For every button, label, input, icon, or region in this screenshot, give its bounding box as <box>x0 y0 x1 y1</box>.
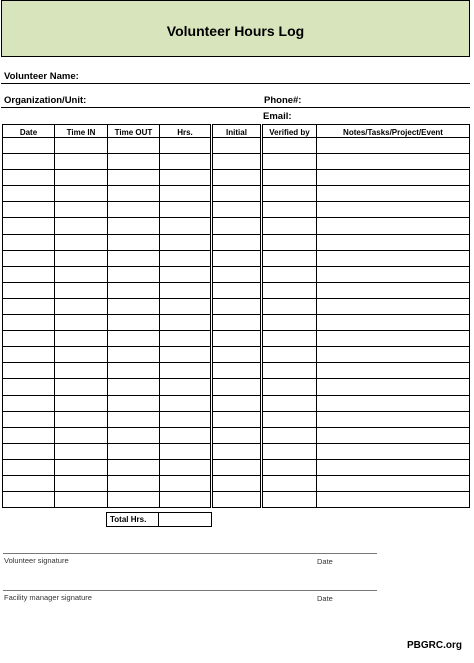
date-cell[interactable] <box>3 379 55 395</box>
table-row <box>3 250 470 266</box>
volunteer-signature-date-label: Date <box>317 557 333 566</box>
hrs-cell[interactable] <box>160 170 212 186</box>
time-in-cell[interactable] <box>55 347 108 363</box>
date-cell[interactable] <box>3 186 55 202</box>
time-out-cell[interactable] <box>108 170 160 186</box>
time-out-cell[interactable] <box>108 250 160 266</box>
facility-signature-date-label: Date <box>317 594 333 603</box>
table-row <box>3 186 470 202</box>
notes-cell[interactable] <box>317 379 470 395</box>
verified-by-cell[interactable] <box>262 234 317 250</box>
table-row <box>3 315 470 331</box>
time-in-cell[interactable] <box>55 395 108 411</box>
time-out-cell[interactable] <box>108 395 160 411</box>
time-in-cell[interactable] <box>55 459 108 475</box>
time-out-cell[interactable] <box>108 234 160 250</box>
time-in-cell[interactable] <box>55 138 108 154</box>
initial-cell[interactable] <box>212 170 262 186</box>
initial-cell[interactable] <box>212 154 262 170</box>
table-row <box>3 492 470 508</box>
date-cell[interactable] <box>3 459 55 475</box>
date-cell[interactable] <box>3 363 55 379</box>
total-hours-field[interactable] <box>159 513 211 526</box>
hrs-cell[interactable] <box>160 331 212 347</box>
time-in-cell[interactable] <box>55 427 108 443</box>
time-out-cell[interactable] <box>108 202 160 218</box>
volunteer-signature-line[interactable] <box>3 553 377 554</box>
volunteer-name-row <box>1 70 470 84</box>
notes-cell[interactable] <box>317 250 470 266</box>
time-out-cell[interactable] <box>108 186 160 202</box>
hrs-cell[interactable] <box>160 475 212 491</box>
hrs-cell[interactable] <box>160 154 212 170</box>
table-body <box>3 138 470 508</box>
initial-cell[interactable] <box>212 363 262 379</box>
time-in-cell[interactable] <box>55 315 108 331</box>
organization-row <box>1 94 470 108</box>
hrs-cell[interactable] <box>160 250 212 266</box>
table-row <box>3 282 470 298</box>
time-in-cell[interactable] <box>55 266 108 282</box>
email-label: Email: <box>263 111 292 122</box>
hrs-cell[interactable] <box>160 234 212 250</box>
time-in-cell[interactable] <box>55 170 108 186</box>
notes-cell[interactable] <box>317 459 470 475</box>
initial-cell[interactable] <box>212 186 262 202</box>
time-in-cell[interactable] <box>55 202 108 218</box>
verified-by-cell[interactable] <box>262 379 317 395</box>
verified-by-cell[interactable] <box>262 395 317 411</box>
table-row <box>3 234 470 250</box>
initial-cell[interactable] <box>212 459 262 475</box>
time-in-cell[interactable] <box>55 492 108 508</box>
brand-watermark: PBGRC.org <box>407 640 462 651</box>
time-out-cell[interactable] <box>108 347 160 363</box>
volunteer-signature-label: Volunteer signature <box>4 556 69 565</box>
initial-cell[interactable] <box>212 298 262 314</box>
verified-by-cell[interactable] <box>262 170 317 186</box>
column-header-notes: Notes/Tasks/Project/Event <box>317 125 470 138</box>
total-hours-box <box>106 512 212 527</box>
date-cell[interactable] <box>3 492 55 508</box>
verified-by-cell[interactable] <box>262 411 317 427</box>
verified-by-cell[interactable] <box>262 266 317 282</box>
date-cell[interactable] <box>3 250 55 266</box>
date-cell[interactable] <box>3 315 55 331</box>
time-out-cell[interactable] <box>108 443 160 459</box>
time-in-cell[interactable] <box>55 475 108 491</box>
verified-by-cell[interactable] <box>262 459 317 475</box>
hrs-cell[interactable] <box>160 202 212 218</box>
organization-label: Organization/Unit: <box>4 95 87 106</box>
hrs-cell[interactable] <box>160 492 212 508</box>
hrs-cell[interactable] <box>160 347 212 363</box>
column-header-time-out: Time OUT <box>108 125 160 138</box>
table-row <box>3 475 470 491</box>
column-header-hrs: Hrs. <box>160 125 212 138</box>
time-out-cell[interactable] <box>108 282 160 298</box>
date-cell[interactable] <box>3 395 55 411</box>
hrs-cell[interactable] <box>160 218 212 234</box>
verified-by-cell[interactable] <box>262 315 317 331</box>
hrs-cell[interactable] <box>160 315 212 331</box>
date-cell[interactable] <box>3 234 55 250</box>
verified-by-cell[interactable] <box>262 427 317 443</box>
table-row <box>3 379 470 395</box>
date-cell[interactable] <box>3 475 55 491</box>
time-in-cell[interactable] <box>55 331 108 347</box>
initial-cell[interactable] <box>212 492 262 508</box>
column-header-time-in: Time IN <box>55 125 108 138</box>
date-cell[interactable] <box>3 347 55 363</box>
time-in-cell[interactable] <box>55 379 108 395</box>
table-row <box>3 443 470 459</box>
hrs-cell[interactable] <box>160 266 212 282</box>
notes-cell[interactable] <box>317 170 470 186</box>
notes-cell[interactable] <box>317 315 470 331</box>
initial-cell[interactable] <box>212 218 262 234</box>
initial-cell[interactable] <box>212 379 262 395</box>
table-row <box>3 411 470 427</box>
notes-cell[interactable] <box>317 443 470 459</box>
table-row <box>3 202 470 218</box>
date-cell[interactable] <box>3 170 55 186</box>
notes-cell[interactable] <box>317 331 470 347</box>
verified-by-cell[interactable] <box>262 138 317 154</box>
title-banner <box>1 0 470 57</box>
hrs-cell[interactable] <box>160 379 212 395</box>
time-out-cell[interactable] <box>108 266 160 282</box>
time-out-cell[interactable] <box>108 379 160 395</box>
notes-cell[interactable] <box>317 411 470 427</box>
notes-cell[interactable] <box>317 234 470 250</box>
notes-cell[interactable] <box>317 218 470 234</box>
table-row <box>3 347 470 363</box>
table-header-row <box>3 125 470 138</box>
date-cell[interactable] <box>3 282 55 298</box>
total-hours-label: Total Hrs. <box>107 513 159 526</box>
table-row <box>3 395 470 411</box>
notes-cell[interactable] <box>317 475 470 491</box>
date-cell[interactable] <box>3 266 55 282</box>
time-out-cell[interactable] <box>108 315 160 331</box>
volunteer-name-label: Volunteer Name: <box>4 71 79 82</box>
column-header-date: Date <box>3 125 55 138</box>
verified-by-cell[interactable] <box>262 298 317 314</box>
initial-cell[interactable] <box>212 411 262 427</box>
date-cell[interactable] <box>3 411 55 427</box>
verified-by-cell[interactable] <box>262 282 317 298</box>
hrs-cell[interactable] <box>160 395 212 411</box>
initial-cell[interactable] <box>212 282 262 298</box>
table-row <box>3 218 470 234</box>
time-in-cell[interactable] <box>55 234 108 250</box>
notes-cell[interactable] <box>317 427 470 443</box>
initial-cell[interactable] <box>212 202 262 218</box>
initial-cell[interactable] <box>212 475 262 491</box>
verified-by-cell[interactable] <box>262 347 317 363</box>
column-header-initial: Initial <box>212 125 262 138</box>
date-cell[interactable] <box>3 427 55 443</box>
date-cell[interactable] <box>3 138 55 154</box>
verified-by-cell[interactable] <box>262 363 317 379</box>
time-out-cell[interactable] <box>108 475 160 491</box>
notes-cell[interactable] <box>317 186 470 202</box>
time-out-cell[interactable] <box>108 492 160 508</box>
date-cell[interactable] <box>3 331 55 347</box>
time-out-cell[interactable] <box>108 427 160 443</box>
time-in-cell[interactable] <box>55 218 108 234</box>
date-cell[interactable] <box>3 154 55 170</box>
date-cell[interactable] <box>3 298 55 314</box>
table-row <box>3 427 470 443</box>
verified-by-cell[interactable] <box>262 443 317 459</box>
time-out-cell[interactable] <box>108 363 160 379</box>
email-row <box>263 109 468 123</box>
notes-cell[interactable] <box>317 154 470 170</box>
column-header-verified-by: Verified by <box>262 125 317 138</box>
table-row <box>3 331 470 347</box>
notes-cell[interactable] <box>317 266 470 282</box>
notes-cell[interactable] <box>317 395 470 411</box>
volunteer-hours-log-form <box>1 0 470 663</box>
notes-cell[interactable] <box>317 347 470 363</box>
facility-signature-label: Facility manager signature <box>4 593 92 602</box>
notes-cell[interactable] <box>317 138 470 154</box>
time-in-cell[interactable] <box>55 154 108 170</box>
table-row <box>3 138 470 154</box>
notes-cell[interactable] <box>317 363 470 379</box>
date-cell[interactable] <box>3 443 55 459</box>
notes-cell[interactable] <box>317 298 470 314</box>
verified-by-cell[interactable] <box>262 331 317 347</box>
initial-cell[interactable] <box>212 443 262 459</box>
time-out-cell[interactable] <box>108 154 160 170</box>
hrs-cell[interactable] <box>160 138 212 154</box>
initial-cell[interactable] <box>212 234 262 250</box>
page-title: Volunteer Hours Log <box>166 22 305 39</box>
date-cell[interactable] <box>3 218 55 234</box>
verified-by-cell[interactable] <box>262 218 317 234</box>
notes-cell[interactable] <box>317 282 470 298</box>
time-out-cell[interactable] <box>108 331 160 347</box>
time-in-cell[interactable] <box>55 411 108 427</box>
phone-label: Phone#: <box>264 95 302 106</box>
initial-cell[interactable] <box>212 395 262 411</box>
verified-by-cell[interactable] <box>262 154 317 170</box>
table-row <box>3 266 470 282</box>
time-out-cell[interactable] <box>108 138 160 154</box>
table-row <box>3 363 470 379</box>
table-row <box>3 298 470 314</box>
hrs-cell[interactable] <box>160 186 212 202</box>
verified-by-cell[interactable] <box>262 250 317 266</box>
initial-cell[interactable] <box>212 250 262 266</box>
hours-log-table <box>2 124 470 508</box>
table-row <box>3 459 470 475</box>
table-row <box>3 170 470 186</box>
hrs-cell[interactable] <box>160 443 212 459</box>
table-row <box>3 154 470 170</box>
time-in-cell[interactable] <box>55 250 108 266</box>
notes-cell[interactable] <box>317 202 470 218</box>
time-in-cell[interactable] <box>55 443 108 459</box>
hrs-cell[interactable] <box>160 459 212 475</box>
time-in-cell[interactable] <box>55 363 108 379</box>
hrs-cell[interactable] <box>160 411 212 427</box>
time-out-cell[interactable] <box>108 411 160 427</box>
hrs-cell[interactable] <box>160 282 212 298</box>
time-in-cell[interactable] <box>55 186 108 202</box>
verified-by-cell[interactable] <box>262 186 317 202</box>
hrs-cell[interactable] <box>160 363 212 379</box>
initial-cell[interactable] <box>212 347 262 363</box>
time-in-cell[interactable] <box>55 298 108 314</box>
time-out-cell[interactable] <box>108 218 160 234</box>
facility-signature-line[interactable] <box>3 590 377 591</box>
initial-cell[interactable] <box>212 427 262 443</box>
hrs-cell[interactable] <box>160 427 212 443</box>
hrs-cell[interactable] <box>160 298 212 314</box>
date-cell[interactable] <box>3 202 55 218</box>
time-out-cell[interactable] <box>108 459 160 475</box>
initial-cell[interactable] <box>212 266 262 282</box>
verified-by-cell[interactable] <box>262 202 317 218</box>
initial-cell[interactable] <box>212 331 262 347</box>
initial-cell[interactable] <box>212 138 262 154</box>
verified-by-cell[interactable] <box>262 492 317 508</box>
time-in-cell[interactable] <box>55 282 108 298</box>
verified-by-cell[interactable] <box>262 475 317 491</box>
initial-cell[interactable] <box>212 315 262 331</box>
time-out-cell[interactable] <box>108 298 160 314</box>
notes-cell[interactable] <box>317 492 470 508</box>
